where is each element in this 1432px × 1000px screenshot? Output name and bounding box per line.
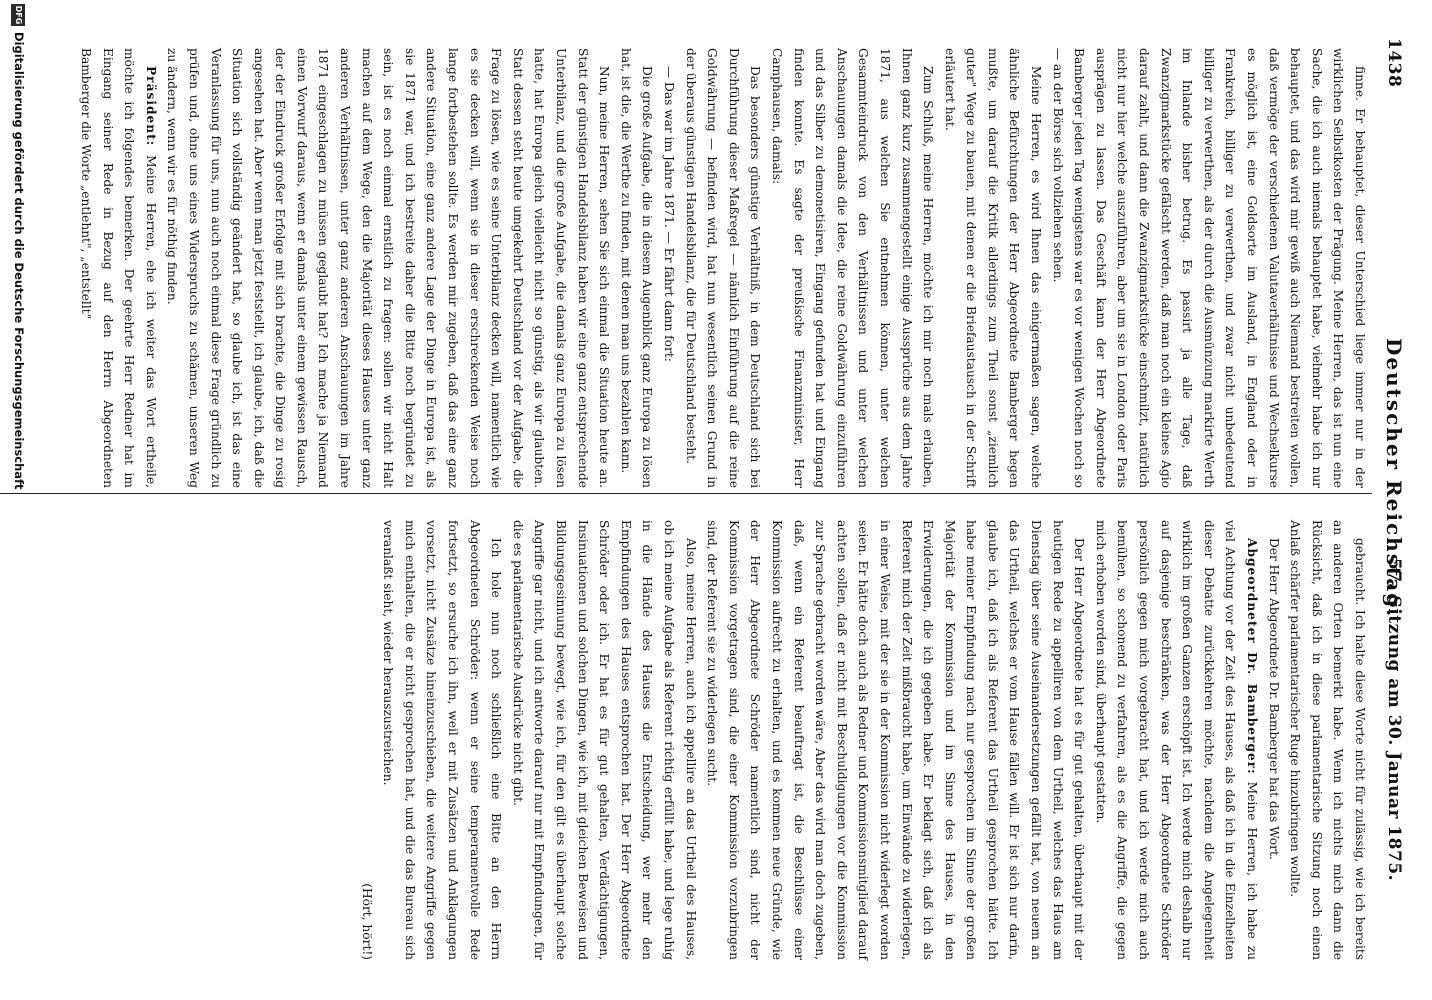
paragraph: gebraucht. Ich halte diese Worte nicht für zulässig, wie ich bereits an anderen Orten bemerkt habe. Wenn ich nichts mich dann die Rücksicht, daß ich in diese parlamentarische Sitzung noch einen Anlaß schärfer parlamentarischer Ruge hinzubringen wollte. bbox=[1288, 520, 1367, 960]
quote-paragraph: Das besonders günstige Verhältniß, in dem Deutschland sich bei Durchführung dieser Maßregel — nämlich Einführung auf die reine Goldwährung — befinden wird, hat nun wesentlich seinen Grund in der überaus günstigen Handelsbilanz, die für Deutschland besteht. bbox=[683, 48, 763, 488]
page-header bbox=[1378, 38, 1408, 958]
speaker-paragraph bbox=[74, 48, 160, 488]
paragraph: Der Herr Abgeordnete hat es für gut gehalten, überhaupt mit der heutigen Rede zu appelliren von dem Urtheil, welches das Haus am Dienstag über seine Auseinandersetzungen gefällt hat, von neuem an das Urtheil, welches er vom Hause fällen will. Er ist sich nur darin, glaube ich, daß ich als Referent das Urtheil gesprochen hätte. Ich habe meiner Empfindung nach nur gesprochen im Sinne der großen Majorität der Kommission und im Sinne des Hauses, in den Erwiderungen, die ich gegeben habe. Er beklagt sich, daß ich als Referent mich der Zeit mißbraucht habe, um Einwände zu widerlegen, in einer Weise, mit der sie in der Kommission nicht widerlegt worden seien. Er hätte doch auch als Redner und Kommissionsmitglied darauf achten sollen, daß er nicht mit Beschuldigungen vor die Kommission zur Sprache gebracht worden wäre, Aber das wird man doch zugeben, daß, wenn ein Referent beauftragt ist, die Beschlüsse einer Kommission aufrecht zu erhalten, und es kommen neue Gründe, wie der Herr Abgeordnete Schröder namentlich sind, nicht der Kommission vorgetragen sind, die einer Kommission vorzubringen sind, der Referent sie zu widerlegen sucht. bbox=[705, 520, 1087, 960]
paragraph: finne. Er behauptet, dieser Unterschied liege immer nur in der wirklichen Selbstkosten der Prägung. Meine Herren, das ist nun eine Sache, die ich auch niemals behauptet habe, vielmehr habe ich nur behauptet, und das wird mir gewiß auch Niemand bestreiten wollen, daß vermöge der verschiedenen Valutaverhältnisse und Wechselkurse es möglich ist, eine Goldsorte im Ausland, in England oder in Frankreich, billiger zu verwerthen, und zwar nicht unbedeutend billiger zu verwerthen, als der durch die Ausmünzung markirte Werth im Inlande bisher betrug. Es passirt ja alle Tage, daß Zwanzigmarkstücke gefälscht werden, daß man noch ein kleines Agio darauf zahlt, und dann die Zwanzigmarkstücke einschmilzt, natürlich nicht nur hier welche auszuführen, aber um sie in London oder Paris ausprägen zu lassen. Das Geschäft kann der Herr Abgeordnete Bamberger jeden Tag wenigstens war es vor wenigen Wochen noch so — an der Börse sich vollziehen sehen. bbox=[1050, 48, 1367, 488]
paragraph: Also, meine Herren, auch ich appellire an das Urtheil des Hauses, ob ich meine Aufgabe als Referent richtig erfüllt habe, und lege ruhig in die Hände des Hauses die Entscheidung, wer mehr den Empfindungen des Hauses entsprochen hat. Der Herr Abgeordnete Schröder oder ich. Er hat es für gut gehalten, Verdächtigungen, Insinuationen und solchen Dingen, wie ich, mit gleichen Beweisen und Bildungsgesinnung bewegt, wie ich, für den gilt es überhaupt solche Angriffe gar nicht, und ich antworte darauf nur mit Empfindungen, für die es parlamentarische Ausdrücke nicht gibt. bbox=[510, 520, 698, 960]
paragraph: Der Herr Abgeordnete Dr. Bamberger hat das Wort. bbox=[1266, 538, 1281, 860]
page-number: 1438 bbox=[1384, 38, 1404, 88]
speaker-name: Abgeordneter Dr. Bamberger: bbox=[1245, 538, 1260, 775]
paragraph: Meine Herren, es wird Ihnen das einigermaßen sagen, welche ähnliche Befürchtungen der Herr Abgeordnete Bamberger hegen mußte, um darauf die Kritik allerdings zum Theil sonst „ziemlich guter" Wege zu bauen, mit denen er die Briefaustausch in der Schrift erläutert hat. bbox=[942, 48, 1044, 488]
paragraph: Zum Schluß, meine Herren, möchte ich mir noch mals erlauben, Ihnen ganz kurz zusammengestellt einige Aussprüche aus dem Jahre 1871, aus welchen Sie entnehmen können, unter welchen Gesammteindruck von den Verhältnissen und unter welchen Anschauungen damals die Idee, die reine Goldwährung einzuführen und das Silber zu demonetisiren, Eingang gefunden hat und Eingang finden konnte. Es sagte der preußische Finanzminister, Herr Camphausen, damals: bbox=[769, 48, 936, 488]
session-info: 57. Sitzung am 30. Januar 1875. bbox=[1384, 558, 1404, 882]
quote-paragraph: Die große Aufgabe, die in diesem Augenblick ganz Europa zu lösen hat, ist die, die Werthe zu finden, mit denen man uns bezahlen kann. bbox=[618, 48, 655, 488]
column-divider bbox=[0, 493, 1372, 494]
right-column bbox=[355, 520, 1370, 960]
speaker-paragraph bbox=[1089, 520, 1262, 960]
page-title: Deutscher Reichstag. bbox=[1382, 338, 1406, 619]
paragraph: Ich hole nun noch schließlich eine Bitte an den Herrn Abgeordneten Schröder: wenn er seine temperamentvolle Rede fortsetzt, so ersuche ich ihn, weil er mit Zusätzen und Anklagungen vorsetzt, nicht Zusätze hineinzuschieben, die weitere Angriffe gegen mich enthalten, die er nicht gesprochen hat, und die das Bureau sich veranlaßt sieht, wieder herauszustreichen. bbox=[381, 520, 504, 960]
speaker-name: Präsident: bbox=[143, 66, 158, 147]
paragraph: Nun, meine Herren, sehen Sie sich einmal die Situation heute an. Statt der günstigen Handelsbilanz haben wir eine ganz entsprechende Unterbilanz, und die große Aufgabe, die damals ganz Europa zu lösen hatte, hat Europa gleich vielleicht nicht so günstig, als wir glaubten. Statt dessen steht heute umgekehrt Deutschland vor der Aufgabe, die Frage zu lösen, wie es seine Unterbilanz decken will, namentlich wie es sie decken will, wenn sie in dieser erschreckenden Weise noch lange fortbestehen sollte. Es werden mir zugeben, daß das eine ganz andere Situation, eine ganz andere Lage der Dinge in Europa ist, als sie 1871 war, und ich bestreite daher die Bitte noch begründet zu sein, ist es noch einmal ernstlich zu fragen: sollen wir nicht Halt machen auf dem Wege, den die Majorität dieses Hauses unter ganz anderen Verhältnissen, unter ganz anderen Anschauungen im Jahre 1871 eingeschlagen zu müssen geglaubt hat? Ich mache ja Niemand einen Vorwurf daraus, wenn er damals unter einem gewissen Rausch, der der Eindruck großer Erfolge mit sich brachte, die Dinge zu rosig angesehen hat. Aber wenn man jetzt feststellt, ich glaube, ich, daß die Situation sich vollständig geändert hat, so glaube ich, ist das eine Veranlassung für uns, nun auch noch einmal diese Frage gründlich zu prüfen und, ohne uns eines Widerspruchs zu schämen, unseren Weg zu ändern, wenn wir es für nöthig finden. bbox=[165, 48, 612, 488]
dfg-logo: DFG bbox=[11, 4, 25, 26]
speaker-text: Meine Herren, ich habe zu viel Achtung vor der Zeit des Hauses, als daß ich in die Einzelheiten dieser Debatte zurückkehren möchte, nachdem die Angelegenheit wirklich im großen Ganzen erschöpft ist. Ich werde mich deshalb nur auf dasjenige beschränken, was der Herr Abgeordnete Schröder persönlich gegen mich vorgebracht hat, und ich werde mich auch bemühen, so schonend zu verfahren, als es die Angriffe, die gegen mich erhoben worden sind, überhaupt gestatten. bbox=[1093, 520, 1260, 960]
paragraph: — Das war im Jahre 1871. — Er fährt dann fort: bbox=[662, 66, 676, 362]
speaker-text: Meine Herren, ehe ich weiter das Wort ertheile, möchte ich folgendes bemerken. Der geehrte Herr Redner hat im Eingang seiner Rede in Bezug auf den Herrn Abgeordneten Bamberger die Worte „entlehnt", „entstellt" bbox=[78, 48, 158, 488]
digitization-footer bbox=[4, 0, 30, 1000]
digitization-credit: Digitalisierung gefördert durch die Deutsche Forschungsgemeinschaft bbox=[12, 32, 26, 490]
left-column bbox=[74, 48, 1370, 488]
interjection: (Hört, hört!) bbox=[359, 883, 374, 960]
